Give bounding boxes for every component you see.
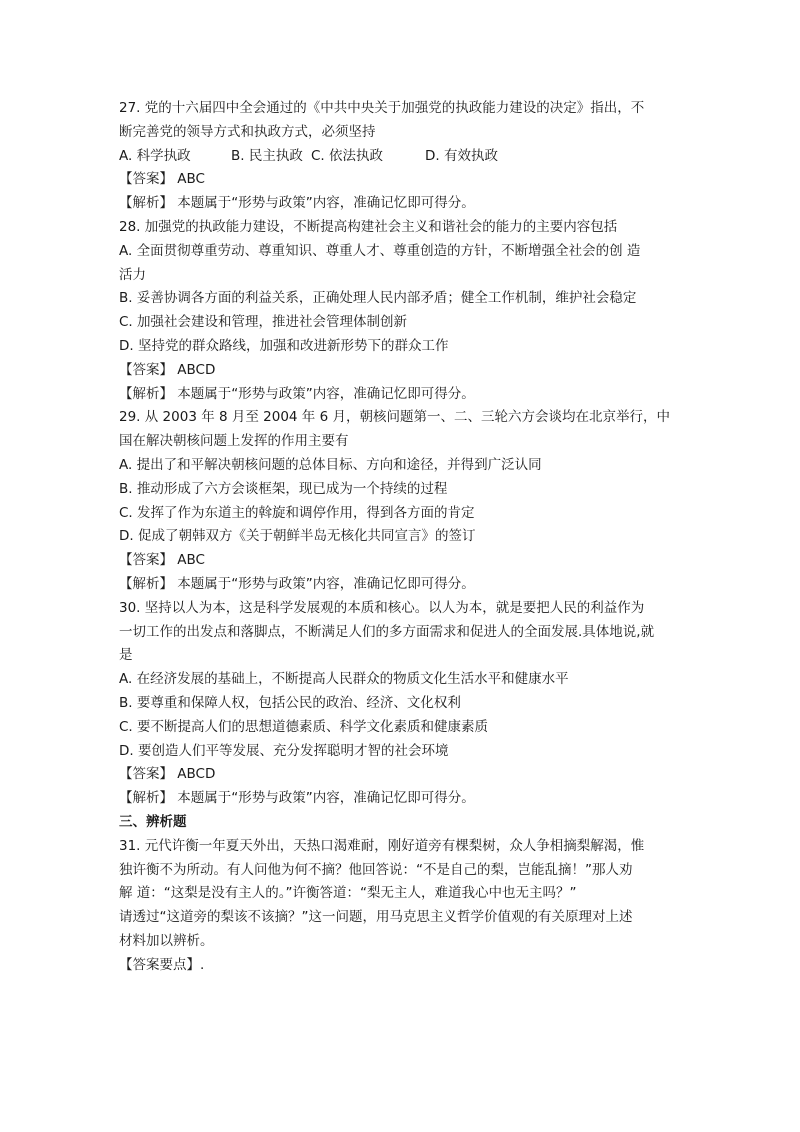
q31-answer-points: 【答案要点】. [119, 956, 205, 973]
q31-line-5: 材料加以辨析。 [119, 932, 214, 949]
q27-option-d: D. 有效执政 [425, 147, 498, 164]
q29-stem-line-1: 29. 从 2003 年 8 月至 2004 年 6 月，朝核问题第一、二、三轮六方会谈均在北京举行，中 [119, 409, 670, 426]
q27-option-c: C. 依法执政 [311, 147, 384, 164]
document-page [119, 97, 689, 977]
q27-answer: 【答案】 ABC [119, 171, 205, 188]
q30-stem-line-2: 一切工作的出发点和落脚点，不断满足人们的多方面需求和促进人的全面发展.具体地说,就 [119, 623, 655, 640]
section-heading-discrimination: 三、辨析题 [119, 813, 187, 830]
q27-analysis: 【解析】 本题属于“形势与政策”内容，准确记忆即可得分。 [119, 195, 475, 212]
q28-option-c: C. 加强社会建设和管理，推进社会管理体制创新 [119, 314, 408, 331]
q29-option-c: C. 发挥了作为东道主的斡旋和调停作用，得到各方面的肯定 [119, 504, 475, 521]
q30-stem-line-1: 30. 坚持以人为本，这是科学发展观的本质和核心。以人为本，就是要把人民的利益作为 [119, 599, 645, 616]
q28-option-b: B. 妥善协调各方面的利益关系，正确处理人民内部矛盾；健全工作机制，维护社会稳定 [119, 290, 637, 307]
q29-answer: 【答案】 ABC [119, 552, 205, 569]
q30-answer: 【答案】 ABCD [119, 766, 216, 783]
q30-option-c: C. 要不断提高人们的思想道德素质、科学文化素质和健康素质 [119, 718, 489, 735]
q31-line-2: 独许衡不为所动。有人问他为何不摘？他回答说：“不是自己的梨，岂能乱摘！”那人劝 [119, 861, 633, 878]
q27-stem-line-1: 27. 党的十六届四中全会通过的《中共中央关于加强党的执政能力建设的决定》指出，不 [119, 100, 645, 116]
q30-option-a: A. 在经济发展的基础上，不断提高人民群众的物质文化生活水平和健康水平 [119, 671, 569, 688]
q28-stem: 28. 加强党的执政能力建设，不断提高构建社会主义和谐社会的能力的主要内容包括 [119, 218, 618, 235]
q29-analysis: 【解析】 本题属于“形势与政策”内容，准确记忆即可得分。 [119, 575, 475, 592]
q29-option-d: D. 促成了朝韩双方《关于朝鲜半岛无核化共同宣言》的签订 [119, 528, 476, 545]
q30-analysis: 【解析】 本题属于“形势与政策”内容，准确记忆即可得分。 [119, 790, 475, 807]
q28-option-d: D. 坚持党的群众路线，加强和改进新形势下的群众工作 [119, 337, 449, 354]
q27-option-b: B. 民主执政 [231, 147, 303, 164]
q29-option-a: A. 提出了和平解决朝核问题的总体目标、方向和途径，并得到广泛认同 [119, 456, 542, 473]
q31-line-1: 31. 元代许衡一年夏天外出，天热口渴难耐，刚好道旁有棵梨树，众人争相摘梨解渴，惟 [119, 837, 645, 854]
q28-answer: 【答案】 ABCD [119, 361, 216, 378]
q28-option-a-line-2: 活力 [119, 266, 146, 283]
q29-stem-line-2: 国在解决朝核问题上发挥的作用主要有 [119, 433, 349, 450]
q28-analysis: 【解析】 本题属于“形势与政策”内容，准确记忆即可得分。 [119, 385, 475, 402]
q31-line-4: 请透过“这道旁的梨该不该摘？”这一问题，用马克思主义哲学价值观的有关原理对上述 [119, 909, 633, 926]
q27-stem-line-2: 断完善党的领导方式和执政方式，必须坚持 [119, 123, 376, 140]
q31-line-3: 解 道：“这梨是没有主人的。”许衡答道：“梨无主人，难道我心中也无主吗？” [119, 885, 577, 902]
q27-options [119, 145, 689, 169]
q27-option-a: A. 科学执政 [119, 147, 191, 164]
q29-option-b: B. 推动形成了六方会谈框架，现已成为一个持续的过程 [119, 480, 448, 497]
q28-option-a-line-1: A. 全面贯彻尊重劳动、尊重知识、尊重人才、尊重创造的方针，不断增强全社会的创 造 [119, 242, 641, 259]
q30-option-b: B. 要尊重和保障人权，包括公民的政治、经济、文化权利 [119, 694, 461, 711]
q30-stem-line-3: 是 [119, 647, 133, 664]
q30-option-d: D. 要创造人们平等发展、充分发挥聪明才智的社会环境 [119, 742, 449, 759]
